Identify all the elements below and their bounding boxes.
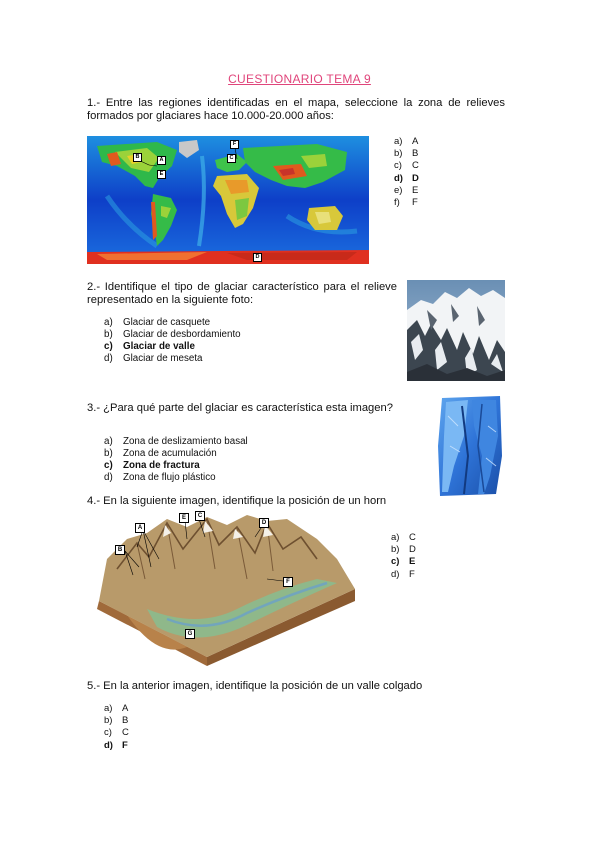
question-3-options [104,436,248,484]
question-2-text: 2.- Identifique el tipo de glaciar característico para el relieve representado en la siguiente foto: [87,281,397,306]
option-3c[interactable]: c) Zona de fractura [104,460,200,471]
map-marker-f: F [230,140,239,149]
option-2d[interactable]: d) Glaciar de meseta [104,353,203,364]
diagram-marker-d: D [259,518,269,528]
world-relief-map [87,136,369,264]
option-1f[interactable]: f) F [394,197,418,209]
question-3-text: 3.- ¿Para qué parte del glaciar es característica esta imagen? [87,402,393,414]
snowy-mountains-photo [407,280,505,381]
map-marker-c: C [227,154,236,163]
map-marker-e: E [157,170,166,179]
map-marker-a: A [157,156,166,165]
option-3d[interactable]: d) Zona de flujo plástico [104,472,216,483]
option-3b[interactable]: b) Zona de acumulación [104,448,217,459]
option-4a[interactable]: a) C [391,532,416,543]
option-4d[interactable]: d) F [391,568,415,580]
diagram-marker-c: C [195,511,205,521]
diagram-marker-b: B [115,545,125,555]
option-2c[interactable]: c) Glaciar de valle [104,341,195,352]
option-1c[interactable]: c) C [394,160,419,172]
diagram-marker-a: A [135,523,145,533]
map-marker-d: D [253,253,262,262]
glacial-valley-diagram [87,509,365,666]
question-2-options [104,317,241,365]
option-5a[interactable]: a) A [104,703,129,714]
question-5-options [104,703,129,752]
option-3a[interactable]: a) Zona de deslizamiento basal [104,436,248,447]
question-1-text: 1.- Entre las regiones identificadas en el mapa, seleccione la zona de relieves formados por glaciares hace 10.000-20.000 años: [87,97,505,122]
option-1e[interactable]: e) E [394,184,419,196]
question-4-options [391,532,416,581]
option-1a[interactable]: a) A [394,136,419,147]
option-5d[interactable]: d) F [104,739,128,751]
option-5b[interactable]: b) B [104,715,129,727]
question-1-options [394,136,419,209]
option-4c[interactable]: c) E [391,556,416,568]
option-4b[interactable]: b) D [391,544,416,556]
option-1b[interactable]: b) B [394,148,419,160]
option-5c[interactable]: c) C [104,727,129,739]
option-2a[interactable]: a) Glaciar de casquete [104,317,211,328]
glacier-crevasse-photo [438,396,504,496]
option-1d[interactable]: d) D [394,172,419,184]
diagram-marker-f: F [283,577,293,587]
option-2b[interactable]: b) Glaciar de desbordamiento [104,329,241,340]
question-5-text: 5.- En la anterior imagen, identifique la posición de un valle colgado [87,680,423,692]
map-marker-b: B [133,153,142,162]
diagram-marker-g: G [185,629,195,639]
question-4-text: 4.- En la siguiente imagen, identifique la posición de un horn [87,495,387,507]
page-title: CUESTIONARIO TEMA 9 [228,72,371,86]
diagram-marker-e: E [179,513,189,523]
